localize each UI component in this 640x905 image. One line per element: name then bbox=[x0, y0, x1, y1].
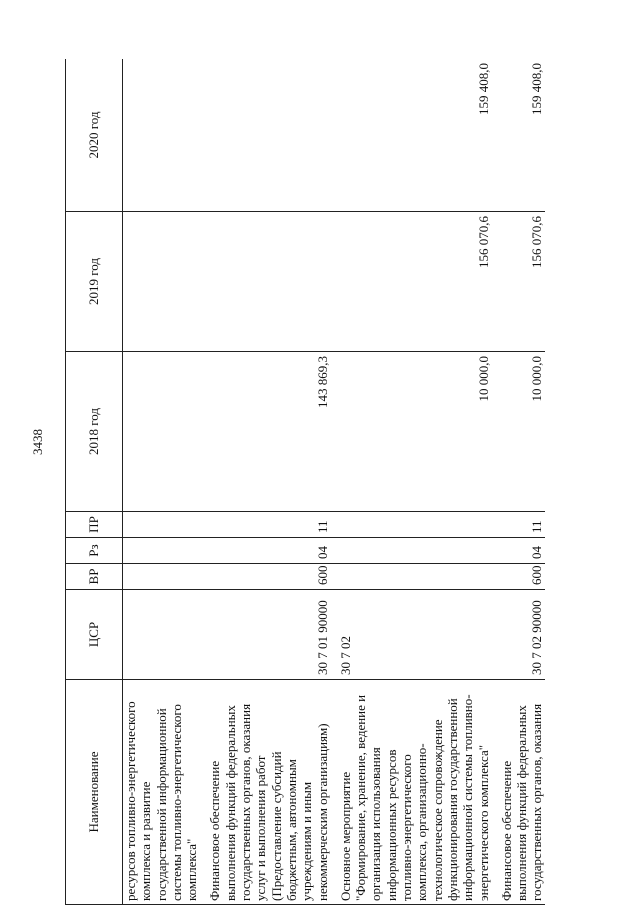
row-name-line: комплекса, организационно- bbox=[414, 743, 430, 901]
row-name-line: государственной информационной bbox=[153, 708, 169, 901]
header-2019: 2019 год bbox=[66, 212, 123, 352]
row-2019: 156 070,6 bbox=[499, 212, 545, 352]
header-2020: 2020 год bbox=[66, 59, 123, 212]
row-pr bbox=[338, 512, 491, 538]
row-name-line: Основное мероприятие bbox=[337, 771, 353, 901]
row-csr: 30 7 01 90000 bbox=[207, 590, 329, 680]
table-row bbox=[123, 59, 200, 905]
row-csr bbox=[123, 590, 200, 680]
rotated-page bbox=[65, 59, 610, 905]
row-name-line: технологическое сопровождение bbox=[429, 719, 445, 901]
row-2018: 143 869,3 bbox=[207, 352, 329, 512]
row-name-line: бюджетным, автономным bbox=[283, 759, 299, 901]
row-name-line: учреждениям и иным bbox=[299, 781, 315, 901]
header-csr: ЦСР bbox=[66, 590, 123, 680]
row-vr bbox=[338, 564, 491, 590]
table-row bbox=[338, 59, 491, 905]
row-name-line: организация использования bbox=[368, 747, 384, 901]
header-name: Наименование bbox=[66, 680, 123, 905]
row-2019 bbox=[123, 212, 200, 352]
row-2018: 10 000,0 bbox=[499, 352, 545, 512]
header-pr: ПР bbox=[66, 512, 123, 538]
row-rz bbox=[338, 538, 491, 564]
header-row bbox=[66, 59, 123, 905]
row-name-line: информационной системы топливно- bbox=[460, 694, 476, 901]
row-pr: 11 bbox=[207, 512, 329, 538]
row-name bbox=[207, 680, 329, 905]
header-vr: ВР bbox=[66, 564, 123, 590]
row-name-line: топливно-энергетического bbox=[399, 754, 415, 901]
row-vr: 600 bbox=[207, 564, 329, 590]
row-name-line: системы топливно-энергетического bbox=[168, 704, 184, 901]
row-2020: 159 408,0 bbox=[499, 59, 545, 212]
row-name-line: ресурсов топливно-энергетического bbox=[123, 701, 138, 901]
row-name-line: некоммерческим организациям) bbox=[314, 723, 330, 901]
row-name bbox=[123, 680, 200, 905]
row-name-line: государственных органов, оказания bbox=[238, 703, 254, 901]
row-rz bbox=[123, 538, 200, 564]
row-name-line: услуг и выполнения работ bbox=[253, 755, 269, 901]
row-name-line: энергетического комплекса" bbox=[475, 744, 491, 901]
row-2019 bbox=[207, 212, 329, 352]
row-rz: 04 bbox=[207, 538, 329, 564]
header-2018: 2018 год bbox=[66, 352, 123, 512]
row-2020 bbox=[123, 59, 200, 212]
table-row bbox=[207, 59, 329, 905]
header-rz: Рз bbox=[66, 538, 123, 564]
row-name-line: выполнения функций федеральных bbox=[514, 705, 530, 901]
page-number: 3438 bbox=[30, 429, 45, 455]
row-name-line: функционирования государственной bbox=[444, 698, 460, 901]
row-name bbox=[338, 680, 491, 905]
row-2020 bbox=[207, 59, 329, 212]
row-name-line: комплекса" bbox=[184, 838, 200, 901]
row-rz: 04 bbox=[499, 538, 545, 564]
row-vr: 600 bbox=[499, 564, 545, 590]
row-name-line: "Формирование, хранение, ведение и bbox=[353, 694, 369, 901]
row-name-line: выполнения функций федеральных bbox=[222, 705, 238, 901]
row-csr: 30 7 02 90000 bbox=[499, 590, 545, 680]
row-2019: 156 070,6 bbox=[338, 212, 491, 352]
row-name-line: комплекса и развитие bbox=[138, 781, 154, 901]
budget-table bbox=[65, 59, 545, 905]
row-name-line: Финансовое обеспечение bbox=[498, 760, 514, 901]
row-name-line: Финансовое обеспечение bbox=[207, 760, 223, 901]
row-2018 bbox=[123, 352, 200, 512]
row-csr: 30 7 02 bbox=[338, 590, 491, 680]
row-2020: 159 408,0 bbox=[338, 59, 491, 212]
row-pr: 11 bbox=[499, 512, 545, 538]
row-name-line: государственных органов, оказания bbox=[529, 703, 545, 901]
row-pr bbox=[123, 512, 200, 538]
row-2018: 10 000,0 bbox=[338, 352, 491, 512]
row-vr bbox=[123, 564, 200, 590]
row-name-line: информационных ресурсов bbox=[383, 749, 399, 901]
row-name bbox=[499, 680, 545, 905]
table-row bbox=[499, 59, 545, 905]
row-name-line: (Предоставление субсидий bbox=[268, 751, 284, 901]
budget-table-frame bbox=[65, 59, 610, 905]
